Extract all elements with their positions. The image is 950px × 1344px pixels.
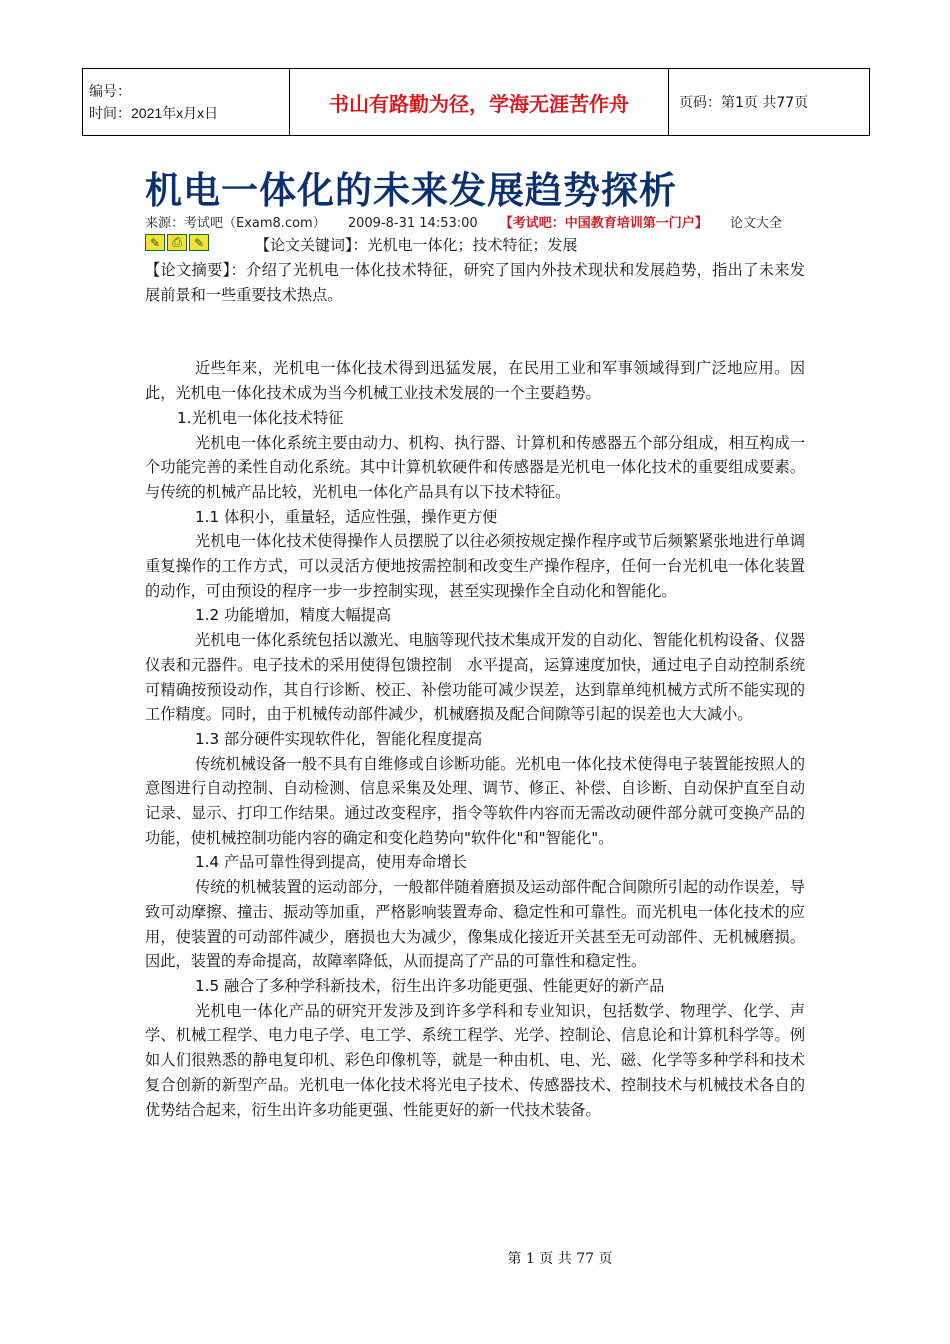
header-left-cell <box>83 69 290 136</box>
number-label: 编号： <box>89 83 131 99</box>
article-title: 机电一体化的未来发展趋势探析 <box>145 169 677 212</box>
category-link[interactable]: 论文大全 <box>729 216 782 231</box>
subsection-heading: 1.2 功能增加，精度大幅提高 <box>195 606 392 625</box>
subsection-paragraph: 传统机械设备一般不具有自维修或自诊断功能。光机电一体化技术使得电子装置能按照人的意图进行自动控制、自动检测、信息采集及处理、调节、修正、补偿、自诊断、自动保护直至自动记录、显示、打印工作结果。通过改变程序，指令等软件内容而无需改动硬件部分就可变换产品的功能，使机械控制功能内容的确定和变化趋势向"软件化"和"智能化"。 <box>145 754 805 847</box>
article-meta <box>145 212 800 231</box>
subsection-paragraph: 传统的机械装置的运动部分，一般都伴随着磨损及运动部件配合间隙所引起的动作误差，导致可动摩擦、撞击、振动等加重，严格影响装置寿命、稳定性和可靠性。而光机电一体化技术的应用，使装置的可动部件减少，磨损也大为减少，像集成化接近开关甚至无可动部件、无机械磨损。因此，装置的寿命提高，故障率降低，从而提高了产品的可靠性和稳定性。 <box>145 878 805 971</box>
section-heading: 1.光机电一体化技术特征 <box>177 408 344 427</box>
subsection-paragraph: 光机电一体化产品的研究开发涉及到许多学科和专业知识，包括数学、物理学、化学、声学、机械工程学、电力电子学、电工学、系统工程学、光学、控制论、信息论和计算机科学等。例如人们很熟悉的静电复印机、彩色印像机等，就是一种由机、电、光、磁、化学等多种学科和技术复合创新的新型产品。光机电一体化技术将光电子技术、传感器技术、控制技术与机械技术各自的优势结合起来，衍生出许多功能更强、性能更好的新一代技术装备。 <box>145 1001 805 1119</box>
page-header <box>82 68 870 136</box>
pencil-icon[interactable]: ✎ <box>189 234 209 251</box>
source-text: 来源：考试吧（Exam8.com） <box>145 216 326 231</box>
toolbar-icons <box>145 234 209 251</box>
date-text: 2009-8-31 14:53:00 <box>347 216 478 231</box>
time-label: 时间：2021年x月x日 <box>89 105 219 121</box>
pencil-icon[interactable]: ✎ <box>145 234 165 251</box>
motto: 书山有路勤为径，学海无涯苦作舟 <box>290 69 669 136</box>
keywords: 【论文关键词】：光机电一体化；技术特征；发展 <box>255 236 578 254</box>
abstract: 【论文摘要】：介绍了光机电一体化技术特征，研究了国内外技术现状和发展趋势，指出了未来发展前景和一些重要技术热点。 <box>145 261 805 304</box>
subsection-heading: 1.4 产品可靠性得到提高，使用寿命增长 <box>195 853 467 872</box>
subsection-heading: 1.5 融合了多种学科新技术，衍生出许多功能更强、性能更好的新产品 <box>195 976 665 995</box>
intro-paragraph: 近些年来，光机电一体化技术得到迅猛发展，在民用工业和军事领域得到广泛地应用。因此，光机电一体化技术成为当今机械工业技术发展的一个主要趋势。 <box>145 359 805 403</box>
print-icon[interactable]: ⎙ <box>167 234 187 251</box>
article-body <box>145 258 805 1122</box>
subsection-paragraph: 光机电一体化系统包括以激光、电脑等现代技术集成开发的自动化、智能化机构设备、仪器仪表和元器件。电子技术的采用使得包馈控制 水平提高，运算速度加快，通过电子自动控制系统可精确按预设动作，其自行诊断、校正、补偿功能可减少误差，达到靠单纯机械方式所不能实现的工作精度。同时，由于机械传动部件减少，机械磨损及配合间隙等引起的误差也大大减小。 <box>145 631 805 724</box>
source-tag-link[interactable]: 【考试吧：中国教育培训第一门户】 <box>499 216 708 231</box>
page-info: 页码：第1页 共77页 <box>669 69 870 136</box>
subsection-paragraph: 光机电一体化技术使得操作人员摆脱了以往必须按规定操作程序或节后频繁紧张地进行单调重复操作的工作方式，可以灵活方便地按需控制和改变生产操作程序，任何一台光机电一体化装置的动作，可由预设的程序一步一步控制实现，甚至实现操作全自动化和智能化。 <box>145 532 805 600</box>
subsection-heading: 1.3 部分硬件实现软件化，智能化程度提高 <box>195 729 483 748</box>
page-footer: 第 1 页 共 77 页 <box>507 1251 613 1267</box>
section-paragraph: 光机电一体化系统主要由动力、机构、执行器、计算机和传感器五个部分组成，相互构成一个功能完善的柔性自动化系统。其中计算机软硬件和传感器是光机电一体化技术的重要组成要素。与传统的机械产品比较，光机电一体化产品具有以下技术特征。 <box>145 433 805 501</box>
subsection-heading: 1.1 体积小，重量轻，适应性强，操作更方便 <box>195 507 498 526</box>
